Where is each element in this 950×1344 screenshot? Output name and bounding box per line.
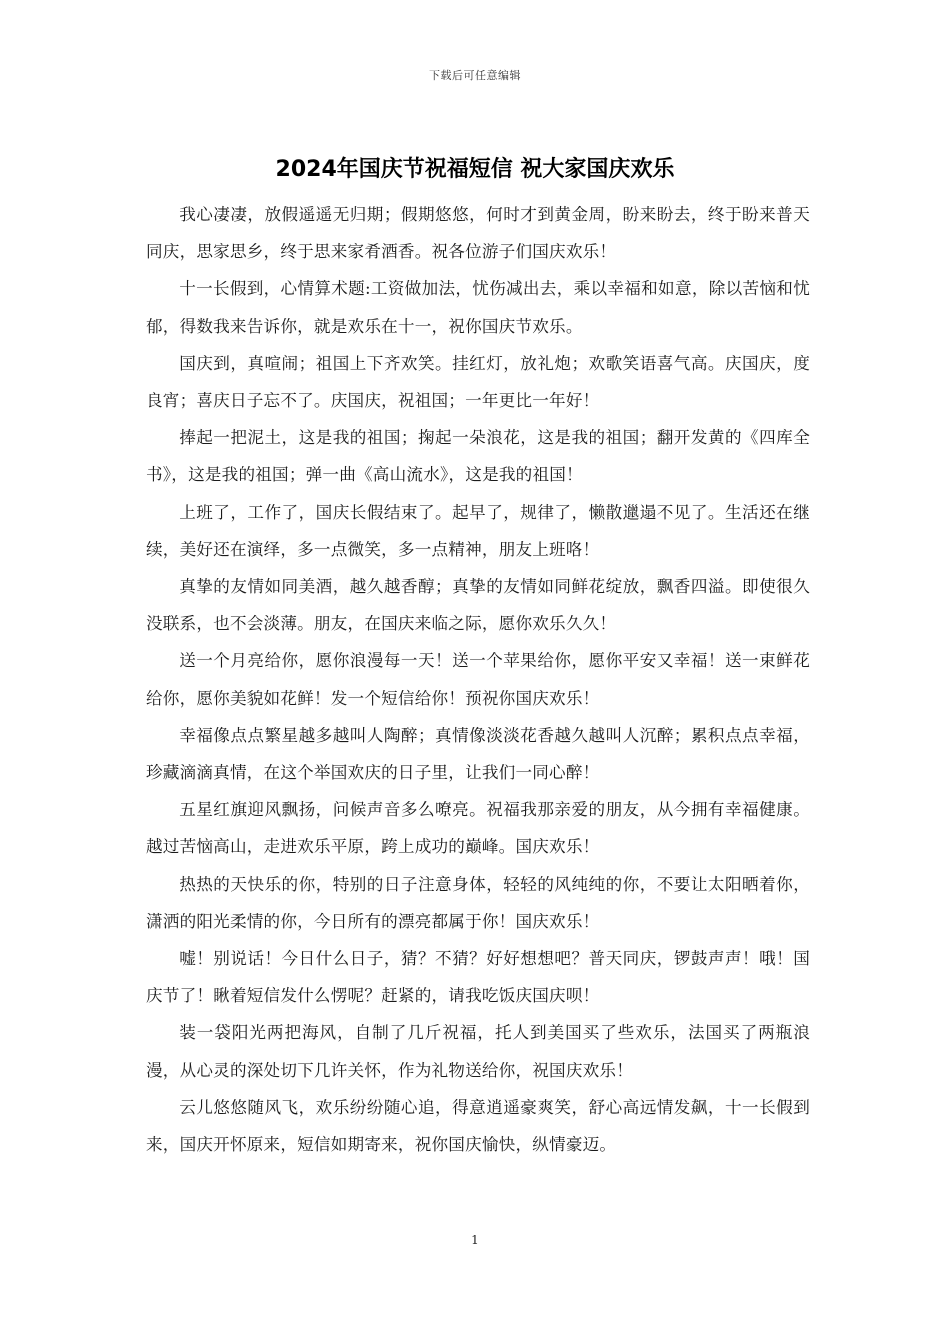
page-number: 1 <box>471 1233 479 1247</box>
document-body <box>146 196 810 1163</box>
header-note: 下载后可任意编辑 <box>429 69 521 82</box>
paragraph-13: 云儿悠悠随风飞，欢乐纷纷随心追，得意逍遥豪爽笑，舒心高远情发飙，十一长假到来，国庆开怀原来，短信如期寄来，祝你国庆愉快，纵情豪迈。 <box>146 1097 810 1155</box>
paragraph-2: 十一长假到，心情算术题:工资做加法，忧伤减出去，乘以幸福和如意，除以苦恼和忧郁，得数我来告诉你，就是欢乐在十一，祝你国庆节欢乐。 <box>146 279 810 336</box>
paragraph-6: 真挚的友情如同美酒，越久越香醇；真挚的友情如同鲜花绽放，飘香四溢。即使很久没联系，也不会淡薄。朋友，在国庆来临之际，愿你欢乐久久！ <box>146 577 810 634</box>
paragraph-8: 幸福像点点繁星越多越叫人陶醉；真情像淡淡花香越久越叫人沉醉；累积点点幸福，珍藏滴滴真情，在这个举国欢庆的日子里，让我们一同心醉！ <box>146 725 810 783</box>
paragraph-7: 送一个月亮给你，愿你浪漫每一天！送一个苹果给你，愿你平安又幸福！送一束鲜花给你，愿你美貌如花鲜！发一个短信给你！预祝你国庆欢乐！ <box>146 651 810 708</box>
paragraph-11: 嘘！别说话！今日什么日子，猜？不猜？好好想想吧？普天同庆，锣鼓声声！哦！国庆节了！瞅着短信发什么愣呢？赶紧的，请我吃饭庆国庆呗！ <box>146 949 810 1006</box>
paragraph-5: 上班了，工作了，国庆长假结束了。起早了，规律了，懒散邋遢不见了。生活还在继续，美好还在演绎，多一点微笑，多一点精神，朋友上班咯！ <box>146 502 810 559</box>
paragraph-10: 热热的天快乐的你，特别的日子注意身体，轻轻的风纯纯的你，不要让太阳晒着你，潇洒的阳光柔情的你，今日所有的漂亮都属于你！国庆欢乐！ <box>146 874 810 931</box>
document-title: 2024年国庆节祝福短信 祝大家国庆欢乐 <box>275 157 675 182</box>
paragraph-4: 捧起一把泥土，这是我的祖国；掬起一朵浪花，这是我的祖国；翻开发黄的《四库全书》，这是我的祖国；弹一曲《高山流水》，这是我的祖国！ <box>146 428 810 485</box>
paragraph-3: 国庆到，真喧闹；祖国上下齐欢笑。挂红灯，放礼炮；欢歌笑语喜气高。庆国庆，度良宵；喜庆日子忘不了。庆国庆，祝祖国；一年更比一年好！ <box>146 353 810 411</box>
paragraph-9: 五星红旗迎风飘扬，问候声音多么嘹亮。祝福我那亲爱的朋友，从今拥有幸福健康。越过苦恼高山，走进欢乐平原，跨上成功的巅峰。国庆欢乐！ <box>146 800 810 857</box>
paragraph-12: 装一袋阳光两把海风，自制了几斤祝福，托人到美国买了些欢乐，法国买了两瓶浪漫，从心灵的深处切下几许关怀，作为礼物送给你，祝国庆欢乐！ <box>146 1023 810 1080</box>
paragraph-1: 我心凄凄，放假遥遥无归期；假期悠悠，何时才到黄金周，盼来盼去，终于盼来普天同庆，思家思乡，终于思来家肴酒香。祝各位游子们国庆欢乐！ <box>146 205 810 262</box>
